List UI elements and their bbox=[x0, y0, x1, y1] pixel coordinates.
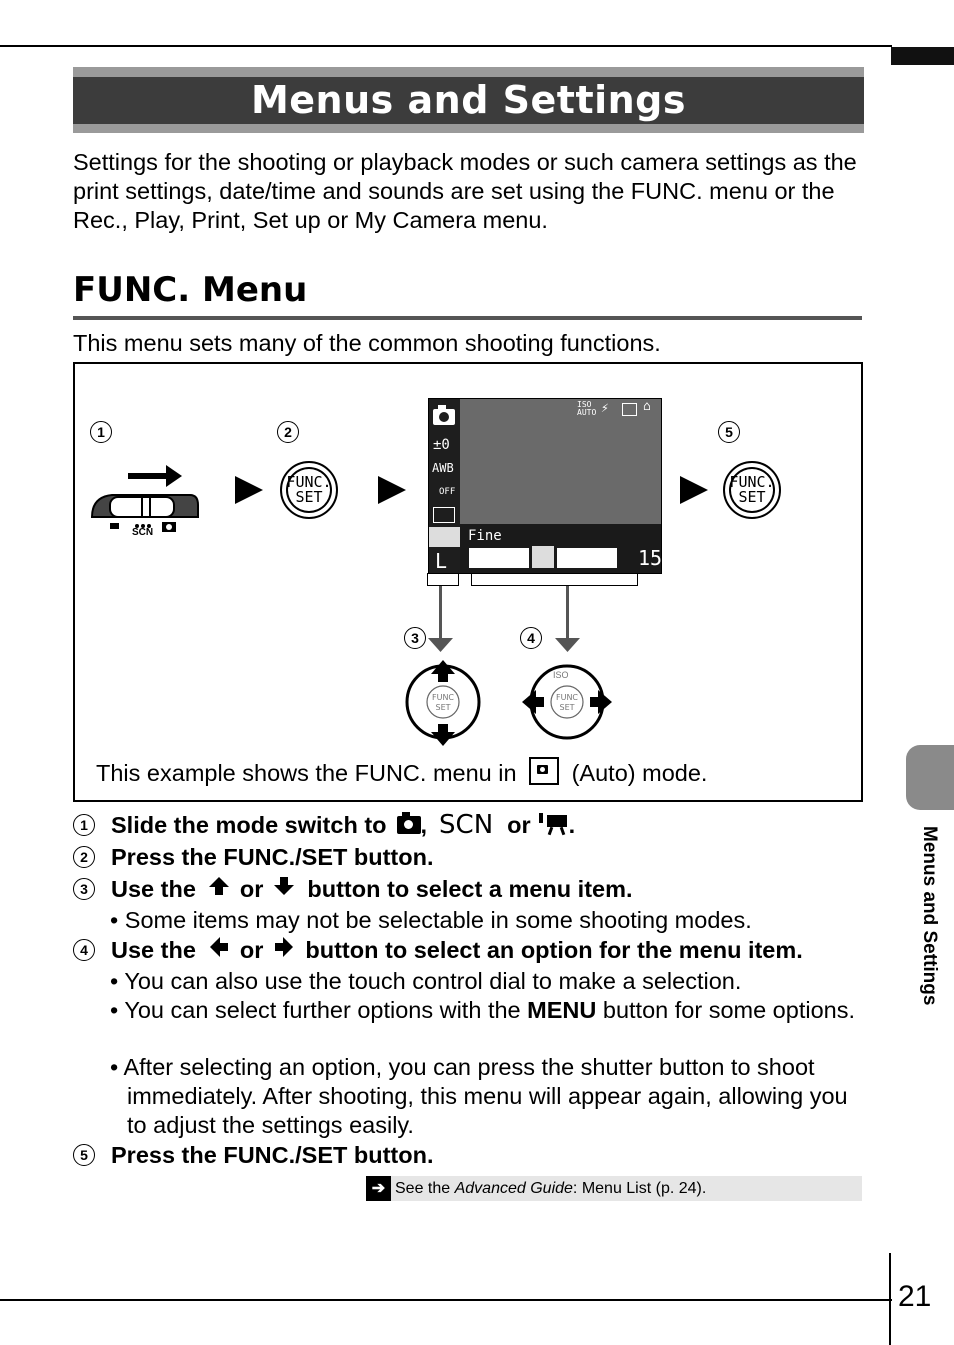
step-4 bbox=[73, 935, 803, 965]
bullet-text: button for some options. bbox=[596, 997, 855, 1023]
page-title: Menus and Settings bbox=[73, 77, 864, 124]
bottom-rule bbox=[0, 1299, 892, 1301]
title-banner-top-bar bbox=[73, 67, 864, 77]
down-arrow-icon bbox=[273, 874, 295, 904]
step-text: Press the FUNC./SET button. bbox=[111, 844, 434, 870]
bracket-left bbox=[427, 573, 459, 586]
camera-icon bbox=[397, 816, 421, 834]
step-1 bbox=[73, 810, 575, 840]
fine-option bbox=[532, 546, 554, 568]
iso-auto-label: ISO AUTO bbox=[577, 400, 597, 417]
menu-button-label: MENU bbox=[527, 997, 597, 1023]
func-label: FUNC. bbox=[286, 473, 332, 491]
mode-switch-illustration bbox=[90, 465, 200, 540]
right-arrow-icon bbox=[273, 935, 295, 965]
set-label: SET bbox=[738, 488, 766, 506]
exposure-value: ±0 bbox=[433, 437, 450, 453]
arrow-triangle-icon bbox=[378, 476, 406, 504]
step-separator: , bbox=[420, 812, 428, 838]
svg-text:SET: SET bbox=[559, 703, 575, 712]
guide-title: Advanced Guide bbox=[454, 1180, 573, 1197]
left-arrow-icon bbox=[208, 935, 230, 965]
lock-icon: ⌂ bbox=[643, 399, 651, 414]
marker-4: 4 bbox=[520, 627, 542, 649]
set-label: SET bbox=[295, 488, 323, 506]
see-also-text: : Menu List (p. 24). bbox=[572, 1180, 707, 1197]
step-or: or bbox=[507, 812, 531, 838]
step-number: 5 bbox=[73, 1144, 95, 1166]
side-tab-text: Menus and Settings bbox=[919, 826, 940, 1006]
step-text: Press the FUNC./SET button. bbox=[111, 1142, 434, 1168]
up-arrow-icon bbox=[208, 874, 230, 904]
step-4-bullet-3: • After selecting an option, you can press the shutter button to shoot immediately. After shooting, this menu will appear again, allowing you to adjust the settings easily. bbox=[110, 1054, 848, 1138]
step-4-bullet-1: • You can also use the touch control dial to make a selection. bbox=[110, 968, 742, 994]
step-text: button to select a menu item. bbox=[307, 876, 633, 902]
scn-mode-label: SCN bbox=[132, 527, 154, 538]
top-corner-block bbox=[891, 47, 954, 65]
page-number: 21 bbox=[898, 1280, 932, 1313]
func-label: FUNC. bbox=[729, 473, 775, 491]
step-or: or bbox=[239, 937, 264, 963]
caption-text-after: (Auto) mode. bbox=[571, 760, 708, 786]
arrow-triangle-icon bbox=[235, 476, 263, 504]
bracket-right bbox=[471, 573, 638, 586]
flash-off-value: OFF bbox=[439, 487, 456, 497]
step-text: button to select an option for the menu item. bbox=[305, 937, 803, 963]
shots-remaining: 15 bbox=[638, 546, 663, 570]
size-value: L bbox=[435, 549, 448, 573]
marker-3: 3 bbox=[404, 627, 426, 649]
see-also-reference bbox=[366, 1176, 862, 1201]
marker-5: 5 bbox=[718, 421, 740, 443]
step-2 bbox=[73, 842, 434, 872]
white-balance-value: AWB bbox=[432, 461, 454, 475]
figure-caption bbox=[96, 757, 707, 788]
step-3-bullet: • Some items may not be selectable in some shooting modes. bbox=[110, 907, 752, 933]
step-end: . bbox=[568, 812, 576, 838]
func-set-button-icon bbox=[280, 461, 338, 519]
down-arrows-icon bbox=[428, 586, 588, 654]
movie-icon bbox=[539, 813, 569, 837]
compression-highlight bbox=[429, 527, 460, 547]
step-or: or bbox=[239, 876, 264, 902]
step-number: 1 bbox=[73, 814, 95, 836]
step-number: 3 bbox=[73, 878, 95, 900]
section-rule bbox=[73, 316, 862, 320]
dial-iso-label: ISO bbox=[553, 670, 569, 680]
see-also-text: See the bbox=[395, 1180, 455, 1197]
marker-2: 2 bbox=[277, 421, 299, 443]
camera-icon bbox=[429, 399, 460, 519]
superfine-option bbox=[469, 548, 529, 568]
section-heading: FUNC. Menu bbox=[73, 270, 308, 310]
page-number-divider bbox=[889, 1253, 891, 1345]
arrow-triangle-icon bbox=[680, 476, 708, 504]
scn-icon: SCN bbox=[439, 810, 494, 840]
step-4-bullet-2: • You can select further options with the MENU button for some options. bbox=[110, 997, 855, 1023]
bullet-text: After selecting an option, you can press the shutter button to shoot immediately. After shooting, this menu will appear again, allowing you to adjust the settings easily. bbox=[123, 1054, 848, 1138]
svg-text:FUNC: FUNC bbox=[555, 693, 579, 702]
flash-auto-icon: ⚡ bbox=[601, 401, 609, 416]
svg-text:SET: SET bbox=[435, 703, 451, 712]
top-rule bbox=[0, 45, 892, 47]
step-text: Use the bbox=[111, 937, 196, 963]
title-banner-bottom-bar bbox=[73, 124, 864, 133]
side-tab bbox=[906, 745, 954, 810]
lcd-screen bbox=[428, 398, 662, 574]
svg-text:FUNC: FUNC bbox=[431, 693, 455, 702]
frame-icon bbox=[622, 403, 637, 416]
step-text: Use the bbox=[111, 876, 196, 902]
step-5 bbox=[73, 1140, 434, 1170]
metering-icon bbox=[433, 507, 455, 523]
option-text: Fine bbox=[468, 528, 502, 544]
func-set-button-icon bbox=[723, 461, 781, 519]
intro-paragraph: Settings for the shooting or playback modes or such camera settings as the print settings, date/time and sounds are set using the FUNC. menu or the Rec., Play, Print, Set up or My Camera menu. bbox=[73, 149, 857, 233]
normal-option bbox=[557, 548, 617, 568]
step-number: 4 bbox=[73, 939, 95, 961]
step-text: Slide the mode switch to bbox=[111, 812, 387, 838]
bullet-text: You can select further options with the bbox=[124, 997, 528, 1023]
auto-mode-icon bbox=[529, 757, 559, 785]
lcd-option-bar bbox=[460, 524, 661, 573]
step-number: 2 bbox=[73, 846, 95, 868]
step-3 bbox=[73, 874, 633, 904]
side-tab-label bbox=[918, 826, 942, 1036]
up-down-dial-icon bbox=[402, 660, 486, 746]
caption-text-before: This example shows the FUNC. menu in bbox=[96, 760, 517, 786]
marker-1: 1 bbox=[90, 421, 112, 443]
arrow-right-icon: ➔ bbox=[366, 1176, 391, 1201]
bullet-text: Some items may not be selectable in some shooting modes. bbox=[124, 907, 752, 933]
section-lead: This menu sets many of the common shooting functions. bbox=[73, 330, 661, 356]
bullet-text: You can also use the touch control dial to make a selection. bbox=[124, 968, 742, 994]
